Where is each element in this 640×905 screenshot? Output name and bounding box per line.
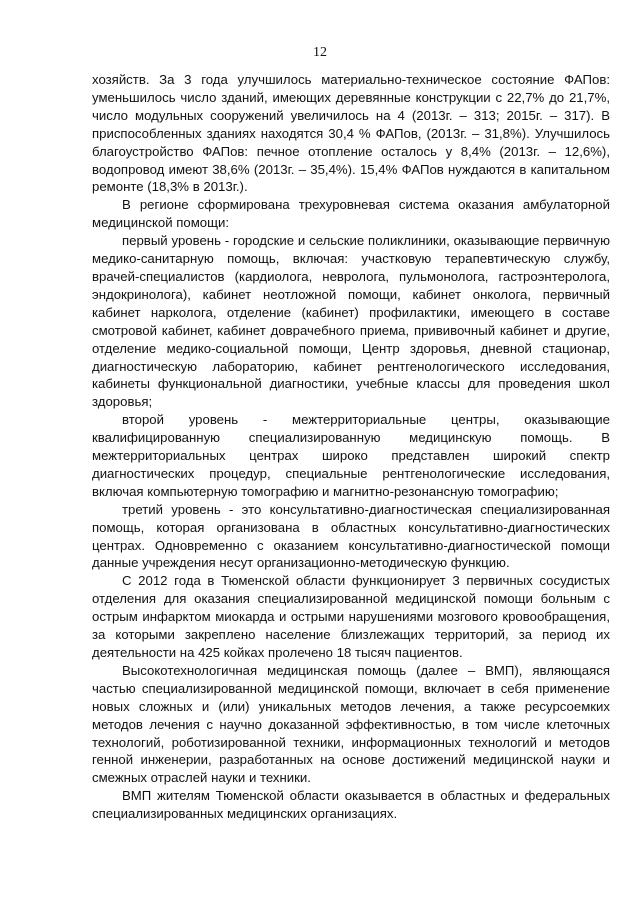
paragraph-three-level-system: В регионе сформирована трехуровневая система оказания амбулаторной медицинской помощи: <box>92 197 610 231</box>
paragraph-third-level: третий уровень - это консультативно-диагностическая специализированная помощь, которая организована в областных консультативно-диагностических центрах. Одновременно с оказанием консультативно-диагностической помощи данные учреждения несут организационно-методическую функцию. <box>92 501 610 571</box>
paragraph-vascular-departments: С 2012 года в Тюменской области функционирует 3 первичных сосудистых отделения для оказания специализированной медицинской помощи больным с острым инфарктом миокарда и острыми нарушениями мозгового кровообращения, за которыми закреплено население близлежащих территорий, за период их деятельности на 425 койках пролечено 18 тысяч пациентов. <box>92 573 610 660</box>
paragraph-vmp-residents: ВМП жителям Тюменской области оказывается в областных и федеральных специализированных медицинских организациях. <box>92 788 610 822</box>
body-text <box>92 71 610 823</box>
paragraph-first-level: первый уровень - городские и сельские поликлиники, оказывающие первичную медико-санитарную помощь, включая: участковую терапевтическую службу, врачей-специалистов (кардиолога, невролога, пульмонолога, гастроэнтеролога, эндокринолога), кабинет неотложной помощи, кабинет онколога, первичный кабинет нарколога, отделение (кабинет) профилактики, имеющего в составе смотровой кабинет, кабинет доврачебного приема, прививочный кабинет и другие, отделение медико-социальной помощи, Центр здоровья, дневной стационар, диагностическую лабораторию, кабинет рентгенологического исследования, кабинеты функциональной диагностики, учебные классы для проведения школ здоровья; <box>92 233 610 410</box>
paragraph-second-level: второй уровень - межтерриториальные центры, оказывающие квалифицированную специализированную медицинскую помощь. В межтерриториальных центрах широко представлен широкий спектр диагностических процедур, специальные рентгенологические исследования, включая компьютерную томографию и магнитно-резонансную томографию; <box>92 412 610 499</box>
paragraph-fap-condition: хозяйств. За 3 года улучшилось материально-техническое состояние ФАПов: уменьшилось число зданий, имеющих деревянные конструкции с 22,7% до 21,7%, число модульных сооружений увеличилось на 4 (2013г. – 313; 2015г. – 317). В приспособленных зданиях находятся 30,4 % ФАПов, (2013г. – 31,8%). Улучшилось благоустройство ФАПов: печное отопление осталось у 8,4% (2013г. – 12,6%), водопровод имеют 38,6% (2013г. – 35,4%). 15,4% ФАПов нуждаются в капитальном ремонте (18,3% в 2013г.). <box>92 72 610 195</box>
page-number: 12 <box>313 45 327 60</box>
paragraph-high-tech-care: Высокотехнологичная медицинская помощь (далее – ВМП), являющаяся частью специализированной медицинской помощи, включает в себя применение новых сложных и (или) уникальных методов лечения, а также ресурсоемких методов лечения с научно доказанной эффективностью, в том числе клеточных технологий, роботизированной техники, информационных технологий и методов генной инженерии, разработанных на основе достижений медицинской науки и смежных отраслей науки и техники. <box>92 662 610 786</box>
